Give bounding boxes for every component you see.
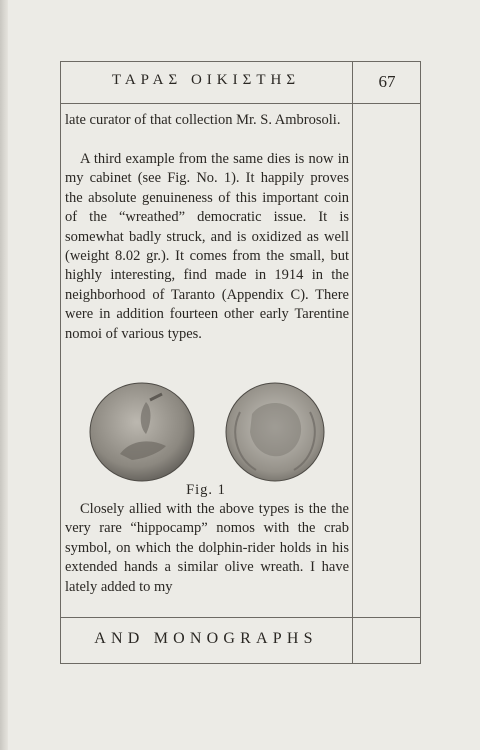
page-number: 67 [378,72,396,91]
paragraph-hippocamp: Closely allied with the above types is the the very rare “hippocamp” nomos with the crab symbol, on which the dolphin-rider holds in his extended hands a similar olive wreath. I have lately added to my [65,501,349,595]
page-gutter [0,0,8,750]
paragraph-third-example: A third example from the same dies is now in my cabinet (see Fig. No. 1). It happily proves the absolute genuineness of this important coin of the “wreathed” democratic issue. It is somewhat badly struck, and is oxidized as well (weight 8.02 gr.). It comes from the small, but highly interesting, find made in 1914 in the neighborhood of Taranto (Appendix C). There were in addition fourteen other early Tarentine nomoi of various types. [65,151,349,342]
figure-caption: Fig. 1 [186,482,226,498]
running-foot: AND MONOGRAPHS [94,630,318,647]
header-rule [60,103,421,104]
margin-rule [352,61,353,664]
footer-rule [60,617,421,618]
coin-obverse [90,383,194,481]
coin-reverse [226,383,324,481]
coin-figure [80,382,340,482]
running-head: ΤΑΡΑΣ ΟΙΚΙΣΤΗΣ [111,72,301,88]
paragraph-continued: late curator of that collection Mr. S. Ambrosoli. [65,112,341,128]
